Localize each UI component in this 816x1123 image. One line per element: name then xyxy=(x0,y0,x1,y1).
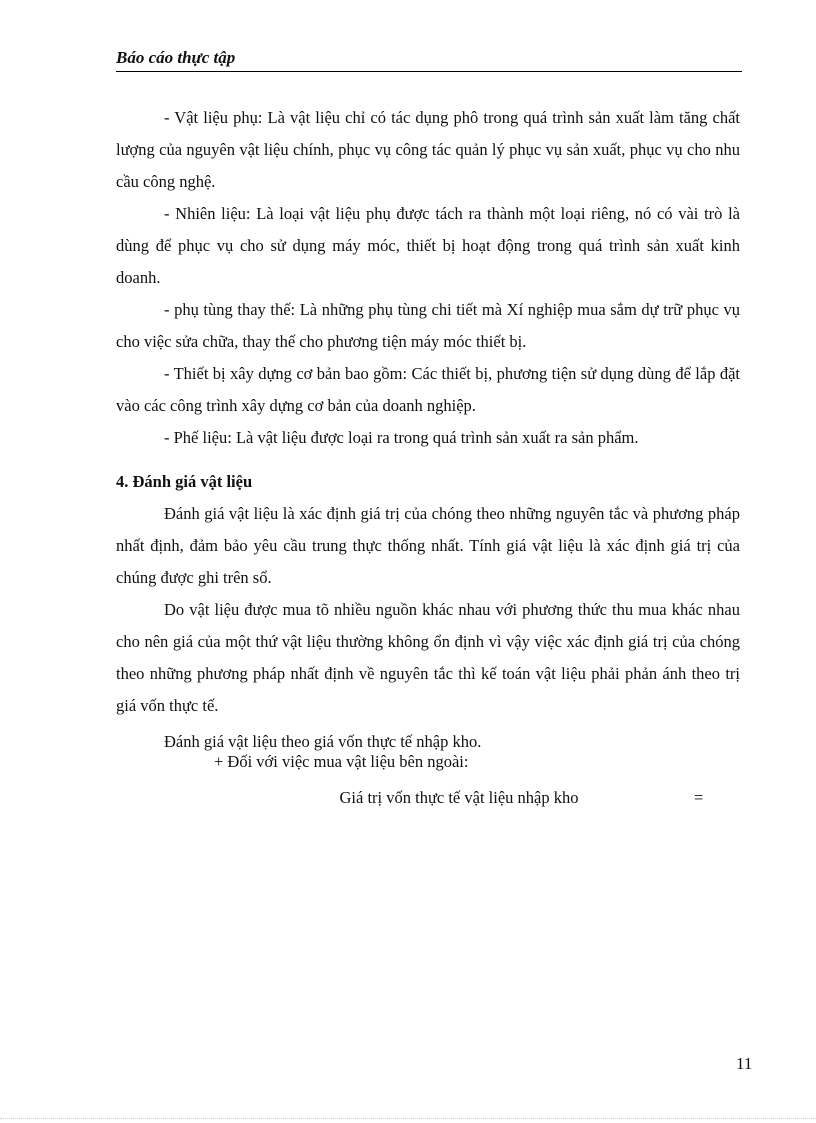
page-number: 11 xyxy=(736,1054,753,1073)
page-bottom-divider xyxy=(0,1118,816,1119)
paragraph-vat-lieu-phu: - Vật liệu phụ: Là vật liệu chỉ có tác dụng phô trong quá trình sản xuất làm tăng chất lượng của nguyên vật liệu chính, phục vụ công tác quản lý phục vụ sản xuất, phục vụ cho nhu cầu công nghệ. xyxy=(116,108,740,191)
section-heading: 4. Đánh giá vật liệu xyxy=(116,472,253,491)
line-mua-ben-ngoai: + Đối với việc mua vật liệu bên ngoài: xyxy=(214,752,469,771)
page-header: Báo cáo thực tập xyxy=(116,48,742,72)
paragraph-nhien-lieu: - Nhiên liệu: Là loại vật liệu phụ được tách ra thành một loại riêng, nó có vài trò là dùng để phục vụ cho sử dụng máy móc, thiết bị hoạt động trong quá trình sản xuất kinh doanh. xyxy=(116,204,740,287)
paragraph-phu-tung: - phụ tùng thay thế: Là những phụ tùng chi tiết mà Xí nghiệp mua sắm dự trữ phục vụ cho việc sửa chữa, thay thế cho phương tiện máy móc thiết bị. xyxy=(116,300,740,351)
paragraph-phe-lieu: - Phế liệu: Là vật liệu được loại ra trong quá trình sản xuất ra sản phẩm. xyxy=(164,428,639,447)
formula-label: Giá trị vốn thực tế vật liệu nhập kho xyxy=(339,788,579,807)
document-body xyxy=(116,102,740,772)
line-danh-gia-nhap-kho: Đánh giá vật liệu theo giá vốn thực tế nhập kho. xyxy=(164,732,482,751)
paragraph-danh-gia: Đánh giá vật liệu là xác định giá trị của chóng theo những nguyên tắc và phương pháp nhất định, đảm bảo yêu cầu trung thực thống nhất. Tính giá vật liệu là xác định giá trị của chúng được ghi trên sổ. xyxy=(116,504,740,587)
paragraph-thiet-bi: - Thiết bị xây dựng cơ bản bao gồm: Các thiết bị, phương tiện sử dụng dùng để lắp đặt vào các công trình xây dựng cơ bản của doanh nghiệp. xyxy=(116,364,740,415)
formula-block xyxy=(116,788,740,832)
paragraph-do-vat-lieu: Do vật liệu được mua tõ nhiều nguồn khác nhau với phương thức thu mua khác nhau cho nên giá của một thứ vật liệu thường không ổn định vì vậy việc xác định giá trị của chóng theo những phương pháp nhất định về nguyên tắc thì kế toán vật liệu phải phản ánh theo trị giá vốn thực tế. xyxy=(116,600,740,715)
formula-equals-sign: = xyxy=(694,788,704,807)
